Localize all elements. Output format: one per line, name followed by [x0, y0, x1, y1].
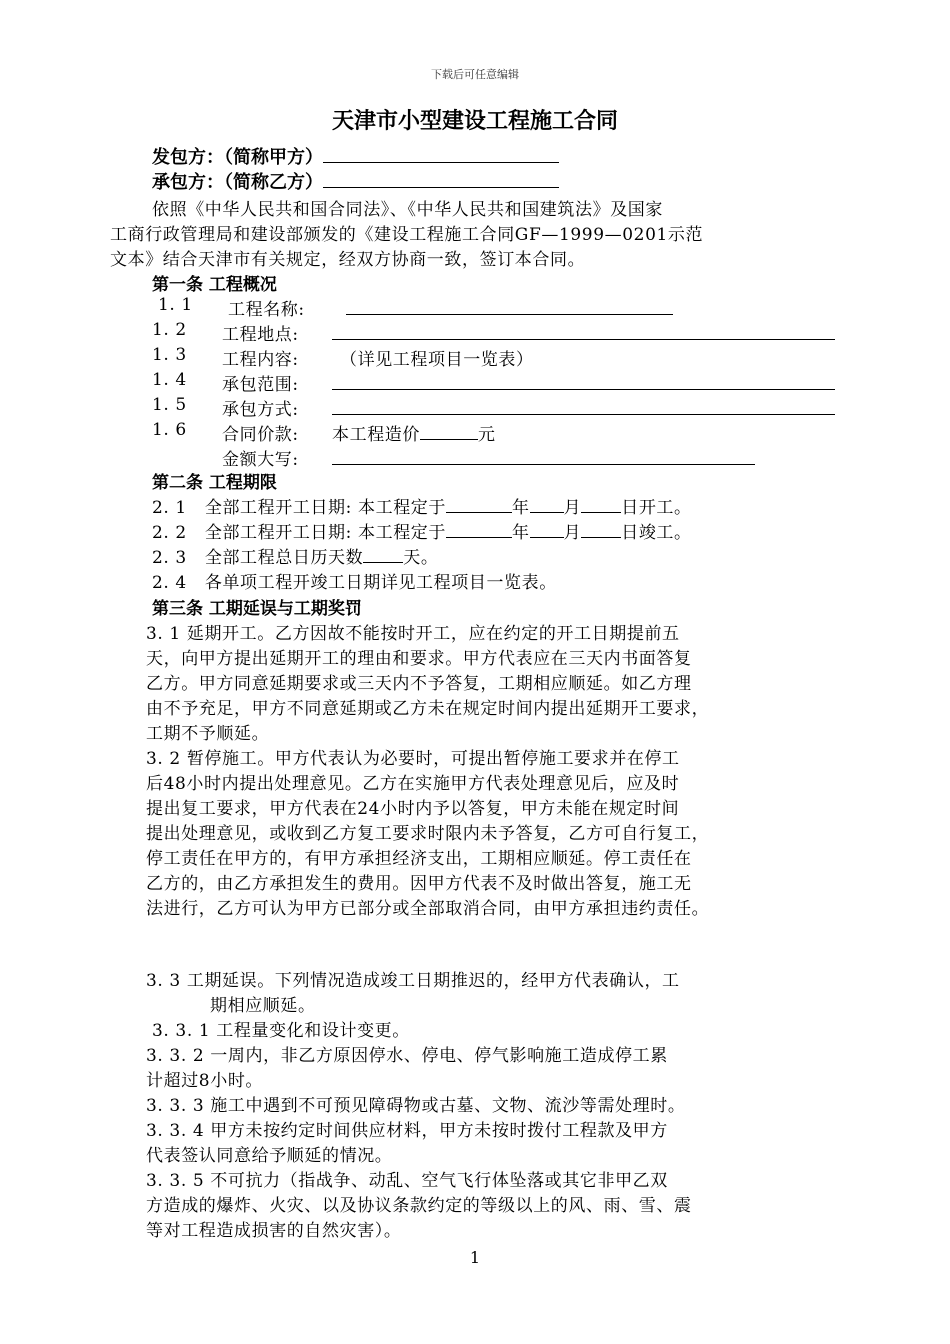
p32-line: 提出复工要求，甲方代表在24小时内予以答复，甲方未能在规定时间	[146, 799, 680, 819]
article1-heading: 第一条 工程概况	[152, 275, 277, 295]
p32-line: 后48小时内提出处理意见。乙方在实施甲方代表处理意见后，应及时	[146, 774, 680, 794]
p31-line: 工期不予顺延。	[146, 724, 270, 744]
p31-line: 由不予充足，甲方不同意延期或乙方未在规定时间内提出延期开工要求，	[146, 699, 710, 719]
item-1-1-num: 1. 1	[158, 295, 193, 315]
item-2-4-num: 2. 4	[152, 573, 187, 593]
article3-heading: 第三条 工期延误与工期奖罚	[152, 599, 362, 619]
year-label: 年	[512, 498, 530, 518]
item-1-3-num: 1. 3	[152, 345, 187, 365]
p334-line: 3. 3. 4 甲方未按约定时间供应材料，甲方未按时拨付工程款及甲方	[146, 1121, 668, 1141]
item-2-3	[152, 543, 438, 568]
p32-line: 3. 2 暂停施工。甲方代表认为必要时，可提出暂停施工要求并在停工	[146, 749, 680, 769]
p335-line: 等对工程造成损害的自然灾害）。	[146, 1221, 402, 1241]
item-1-6-label: 合同价款:	[222, 425, 299, 445]
p332-line: 3. 3. 2 一周内，非乙方原因停水、停电、停气影响施工造成停工累	[146, 1046, 668, 1066]
item-1-5-blank	[332, 414, 835, 415]
end-month-blank	[530, 521, 564, 538]
end-day-blank	[581, 521, 621, 538]
month-label: 月	[563, 498, 582, 518]
employer-blank	[323, 146, 559, 163]
item-2-4	[152, 568, 557, 593]
p335-line: 方造成的爆炸、火灾、以及协议条款约定的等级以上的风、雨、雪、震	[146, 1196, 692, 1216]
item-1-3-label: 工程内容:	[222, 350, 299, 370]
item-1-4-label: 承包范围:	[222, 375, 299, 395]
start-year-blank	[446, 496, 512, 513]
month-label: 月	[563, 523, 582, 543]
p31-line: 天，向甲方提出延期开工的理由和要求。甲方代表应在三天内书面答复	[146, 649, 692, 669]
item-1-2-num: 1. 2	[152, 320, 187, 340]
item-1-1-blank	[346, 314, 673, 315]
p31-line: 3. 1 延期开工。乙方因故不能按时开工，应在约定的开工日期提前五	[146, 624, 680, 644]
article2-heading: 第二条 工程期限	[152, 473, 277, 493]
p331: 3. 3. 1 工程量变化和设计变更。	[152, 1021, 410, 1041]
item-1-4-num: 1. 4	[152, 370, 187, 390]
end-year-blank	[446, 521, 512, 538]
header-note: 下载后可任意编辑	[431, 68, 519, 81]
days-blank	[363, 546, 403, 563]
item-1-3-value: （详见工程项目一览表）	[340, 350, 534, 370]
start-day-blank	[581, 496, 621, 513]
p32-line: 乙方的，由乙方承担发生的费用。因甲方代表不及时做出答复，施工无	[146, 874, 692, 894]
page-number: 1	[469, 1248, 481, 1267]
amount-blank	[332, 464, 755, 465]
item-1-4-blank	[332, 389, 835, 390]
item-2-2-num: 2. 2	[152, 523, 187, 543]
employer-line	[152, 143, 559, 169]
contract-title: 天津市小型建设工程施工合同	[331, 109, 618, 134]
item-2-2-text: 全部工程开工日期: 本工程定于	[204, 523, 446, 543]
item-2-3-text: 全部工程总日历天数	[204, 548, 364, 568]
p333: 3. 3. 3 施工中遇到不可预见障碍物或古墓、文物、流沙等需处理时。	[146, 1096, 686, 1116]
price-blank	[420, 423, 478, 440]
item-1-5-label: 承包方式:	[222, 400, 299, 420]
item-2-2	[152, 518, 692, 543]
item-2-4-text: 各单项工程开竣工日期详见工程项目一览表。	[204, 573, 557, 593]
item-1-2-blank	[332, 339, 835, 340]
item-2-1	[152, 493, 692, 518]
p31-line: 乙方。甲方同意延期要求或三天内不予答复，工期相应顺延。如乙方理	[146, 674, 692, 694]
p32-line: 法进行，乙方可认为甲方已部分或全部取消合同，由甲方承担违约责任。	[146, 899, 710, 919]
contractor-line	[152, 168, 559, 194]
item-1-1-label: 工程名称:	[228, 300, 305, 320]
p332-line: 计超过8小时。	[146, 1071, 264, 1091]
item-2-3-num: 2. 3	[152, 548, 187, 568]
item-1-6-unit: 元	[478, 425, 496, 445]
amount-label: 金额大写:	[222, 450, 299, 470]
employer-label: 发包方：（简称甲方）	[152, 147, 323, 168]
start-month-blank	[530, 496, 564, 513]
item-1-5-num: 1. 5	[152, 395, 187, 415]
item-2-1-num: 2. 1	[152, 498, 187, 518]
item-1-6-value: 本工程造价	[332, 425, 420, 445]
contractor-label: 承包方：（简称乙方）	[152, 172, 323, 193]
item-1-2-label: 工程地点:	[222, 325, 299, 345]
item-2-1-text: 全部工程开工日期: 本工程定于	[204, 498, 446, 518]
intro-line-1: 依照《中华人民共和国合同法》、《中华人民共和国建筑法》及国家	[152, 200, 663, 220]
item-1-6-value-line	[332, 420, 496, 445]
day-label: 日开工。	[621, 498, 692, 518]
day-label: 日竣工。	[621, 523, 692, 543]
intro-line-3: 文本》结合天津市有关规定，经双方协商一致，签订本合同。	[110, 250, 586, 270]
contractor-blank	[323, 171, 559, 188]
p334-line: 代表签认同意给予顺延的情况。	[146, 1146, 393, 1166]
days-unit: 天。	[403, 548, 439, 568]
p33-line: 3. 3 工期延误。下列情况造成竣工日期推迟的，经甲方代表确认，工	[146, 971, 680, 991]
p32-line: 提出处理意见，或收到乙方复工要求时限内未予答复，乙方可自行复工，	[146, 824, 710, 844]
year-label: 年	[512, 523, 530, 543]
intro-line-2: 工商行政管理局和建设部颁发的《建设工程施工合同GF—1999—0201示范	[110, 225, 704, 245]
p33-line: 期相应顺延。	[210, 996, 316, 1016]
item-1-6-num: 1. 6	[152, 420, 187, 440]
p32-line: 停工责任在甲方的，有甲方承担经济支出，工期相应顺延。停工责任在	[146, 849, 692, 869]
p335-line: 3. 3. 5 不可抗力（指战争、动乱、空气飞行体坠落或其它非甲乙双	[146, 1171, 668, 1191]
